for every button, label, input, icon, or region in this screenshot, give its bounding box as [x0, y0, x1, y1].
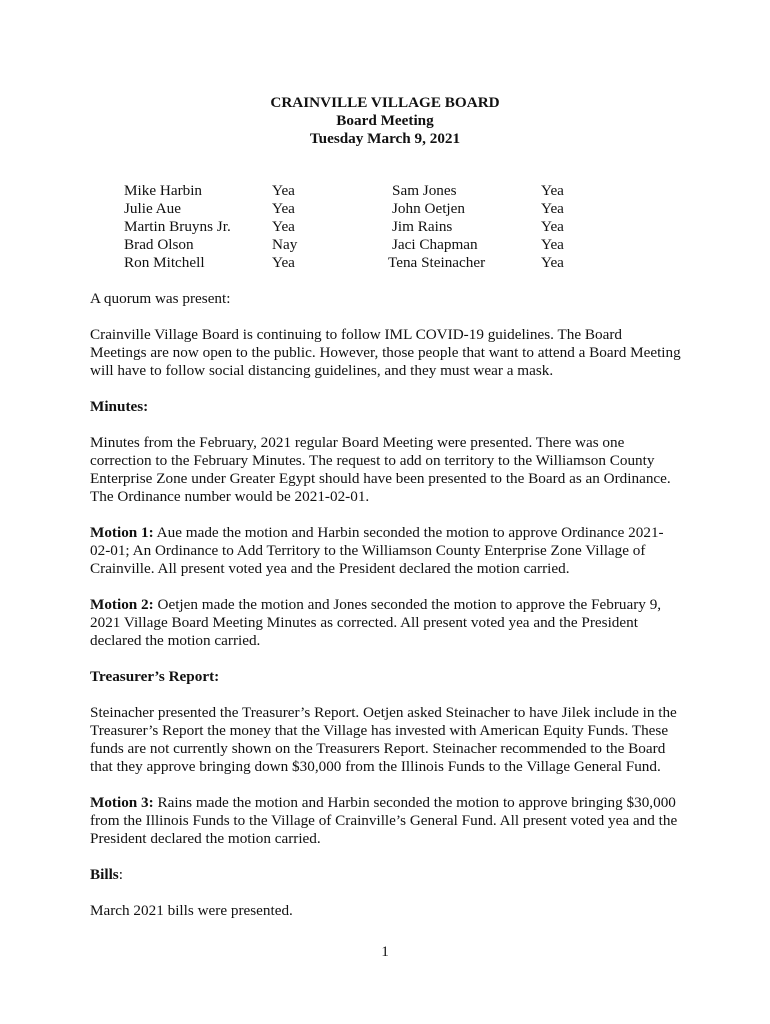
minutes-paragraph: Minutes from the February, 2021 regular Board Meeting were presented. There was one correction to the February Minutes. The request to add on territory to the Williamson County Enterprise Zone under Greater Egypt should have been presented to the Board as an Ordinance. The Ordinance number would be 2021-02-01. [90, 434, 671, 505]
member-vote: Yea [541, 200, 564, 217]
member-name: Jaci Chapman [392, 236, 478, 253]
quorum-statement: A quorum was present: [90, 290, 231, 307]
board-title: CRAINVILLE VILLAGE BOARD [270, 94, 500, 111]
member-vote: Yea [541, 218, 564, 235]
member-vote: Yea [272, 182, 295, 199]
member-name: Sam Jones [392, 182, 457, 199]
meeting-date: Tuesday March 9, 2021 [309, 130, 461, 147]
motion-3 [90, 794, 682, 848]
member-vote: Yea [541, 254, 564, 271]
member-name: Martin Bruyns Jr. [124, 218, 231, 235]
motion-1 [90, 524, 682, 578]
member-name: Jim Rains [392, 218, 453, 235]
member-name: Mike Harbin [124, 182, 203, 199]
motion-label: Motion 2: [90, 596, 154, 613]
member-vote: Yea [272, 200, 295, 217]
bills-heading [90, 866, 682, 884]
meeting-type: Board Meeting [336, 112, 434, 129]
minutes-heading: Minutes: [90, 398, 149, 415]
bills-heading-text: Bills [90, 866, 119, 883]
minutes-body [90, 290, 682, 938]
treasurer-paragraph: Steinacher presented the Treasurer’s Report. Oetjen asked Steinacher to have Jilek include in the Treasurer’s Report the money that the Village has invested with American Equity Funds. These funds are not currently shown on the Treasurers Report. Steinacher recommended to the Board that they approve bringing down $30,000 from the Illinois Funds to the Village General Fund. [90, 704, 677, 775]
member-vote: Nay [272, 236, 298, 253]
motion-label: Motion 1: [90, 524, 154, 541]
bills-heading-colon: : [118, 866, 123, 883]
member-vote: Yea [541, 182, 564, 199]
treasurer-heading: Treasurer’s Report: [90, 668, 220, 685]
roll-call-row [0, 254, 770, 272]
roll-call-row [0, 182, 770, 200]
motion-label: Motion 3: [90, 794, 154, 811]
member-name: John Oetjen [392, 200, 465, 217]
member-name: Tena Steinacher [388, 254, 486, 271]
member-name: Brad Olson [124, 236, 194, 253]
covid-paragraph: Crainville Village Board is continuing to follow IML COVID-19 guidelines. The Board Meetings are now open to the public. However, those people that want to attend a Board Meeting will have to follow social distancing guidelines, and they must wear a mask. [90, 326, 681, 379]
roll-call-row [0, 236, 770, 254]
member-name: Julie Aue [124, 200, 181, 217]
motion-text: Rains made the motion and Harbin seconded the motion to approve bringing $30,000 from the Illinois Funds to the Village of Crainville’s General Fund. All present voted yea and the President declared the motion carried. [90, 794, 678, 847]
roll-call-table [0, 182, 770, 272]
member-vote: Yea [541, 236, 564, 253]
roll-call-row [0, 218, 770, 236]
bills-paragraph: March 2021 bills were presented. [90, 902, 293, 919]
motion-2 [90, 596, 682, 650]
motion-text: Oetjen made the motion and Jones seconded the motion to approve the February 9, 2021 Village Board Meeting Minutes as corrected. All present voted yea and the President declared the motion carried. [90, 596, 662, 649]
motion-text: Aue made the motion and Harbin seconded the motion to approve Ordinance 2021-02-01; An Ordinance to Add Territory to the Williamson County Enterprise Zone Village of Crainville. All present voted yea and the President declared the motion carried. [90, 524, 664, 577]
roll-call-row [0, 200, 770, 218]
member-vote: Yea [272, 218, 295, 235]
member-name: Ron Mitchell [124, 254, 205, 271]
member-vote: Yea [272, 254, 295, 271]
document-header [0, 94, 770, 148]
page-number: 1 [381, 943, 389, 960]
